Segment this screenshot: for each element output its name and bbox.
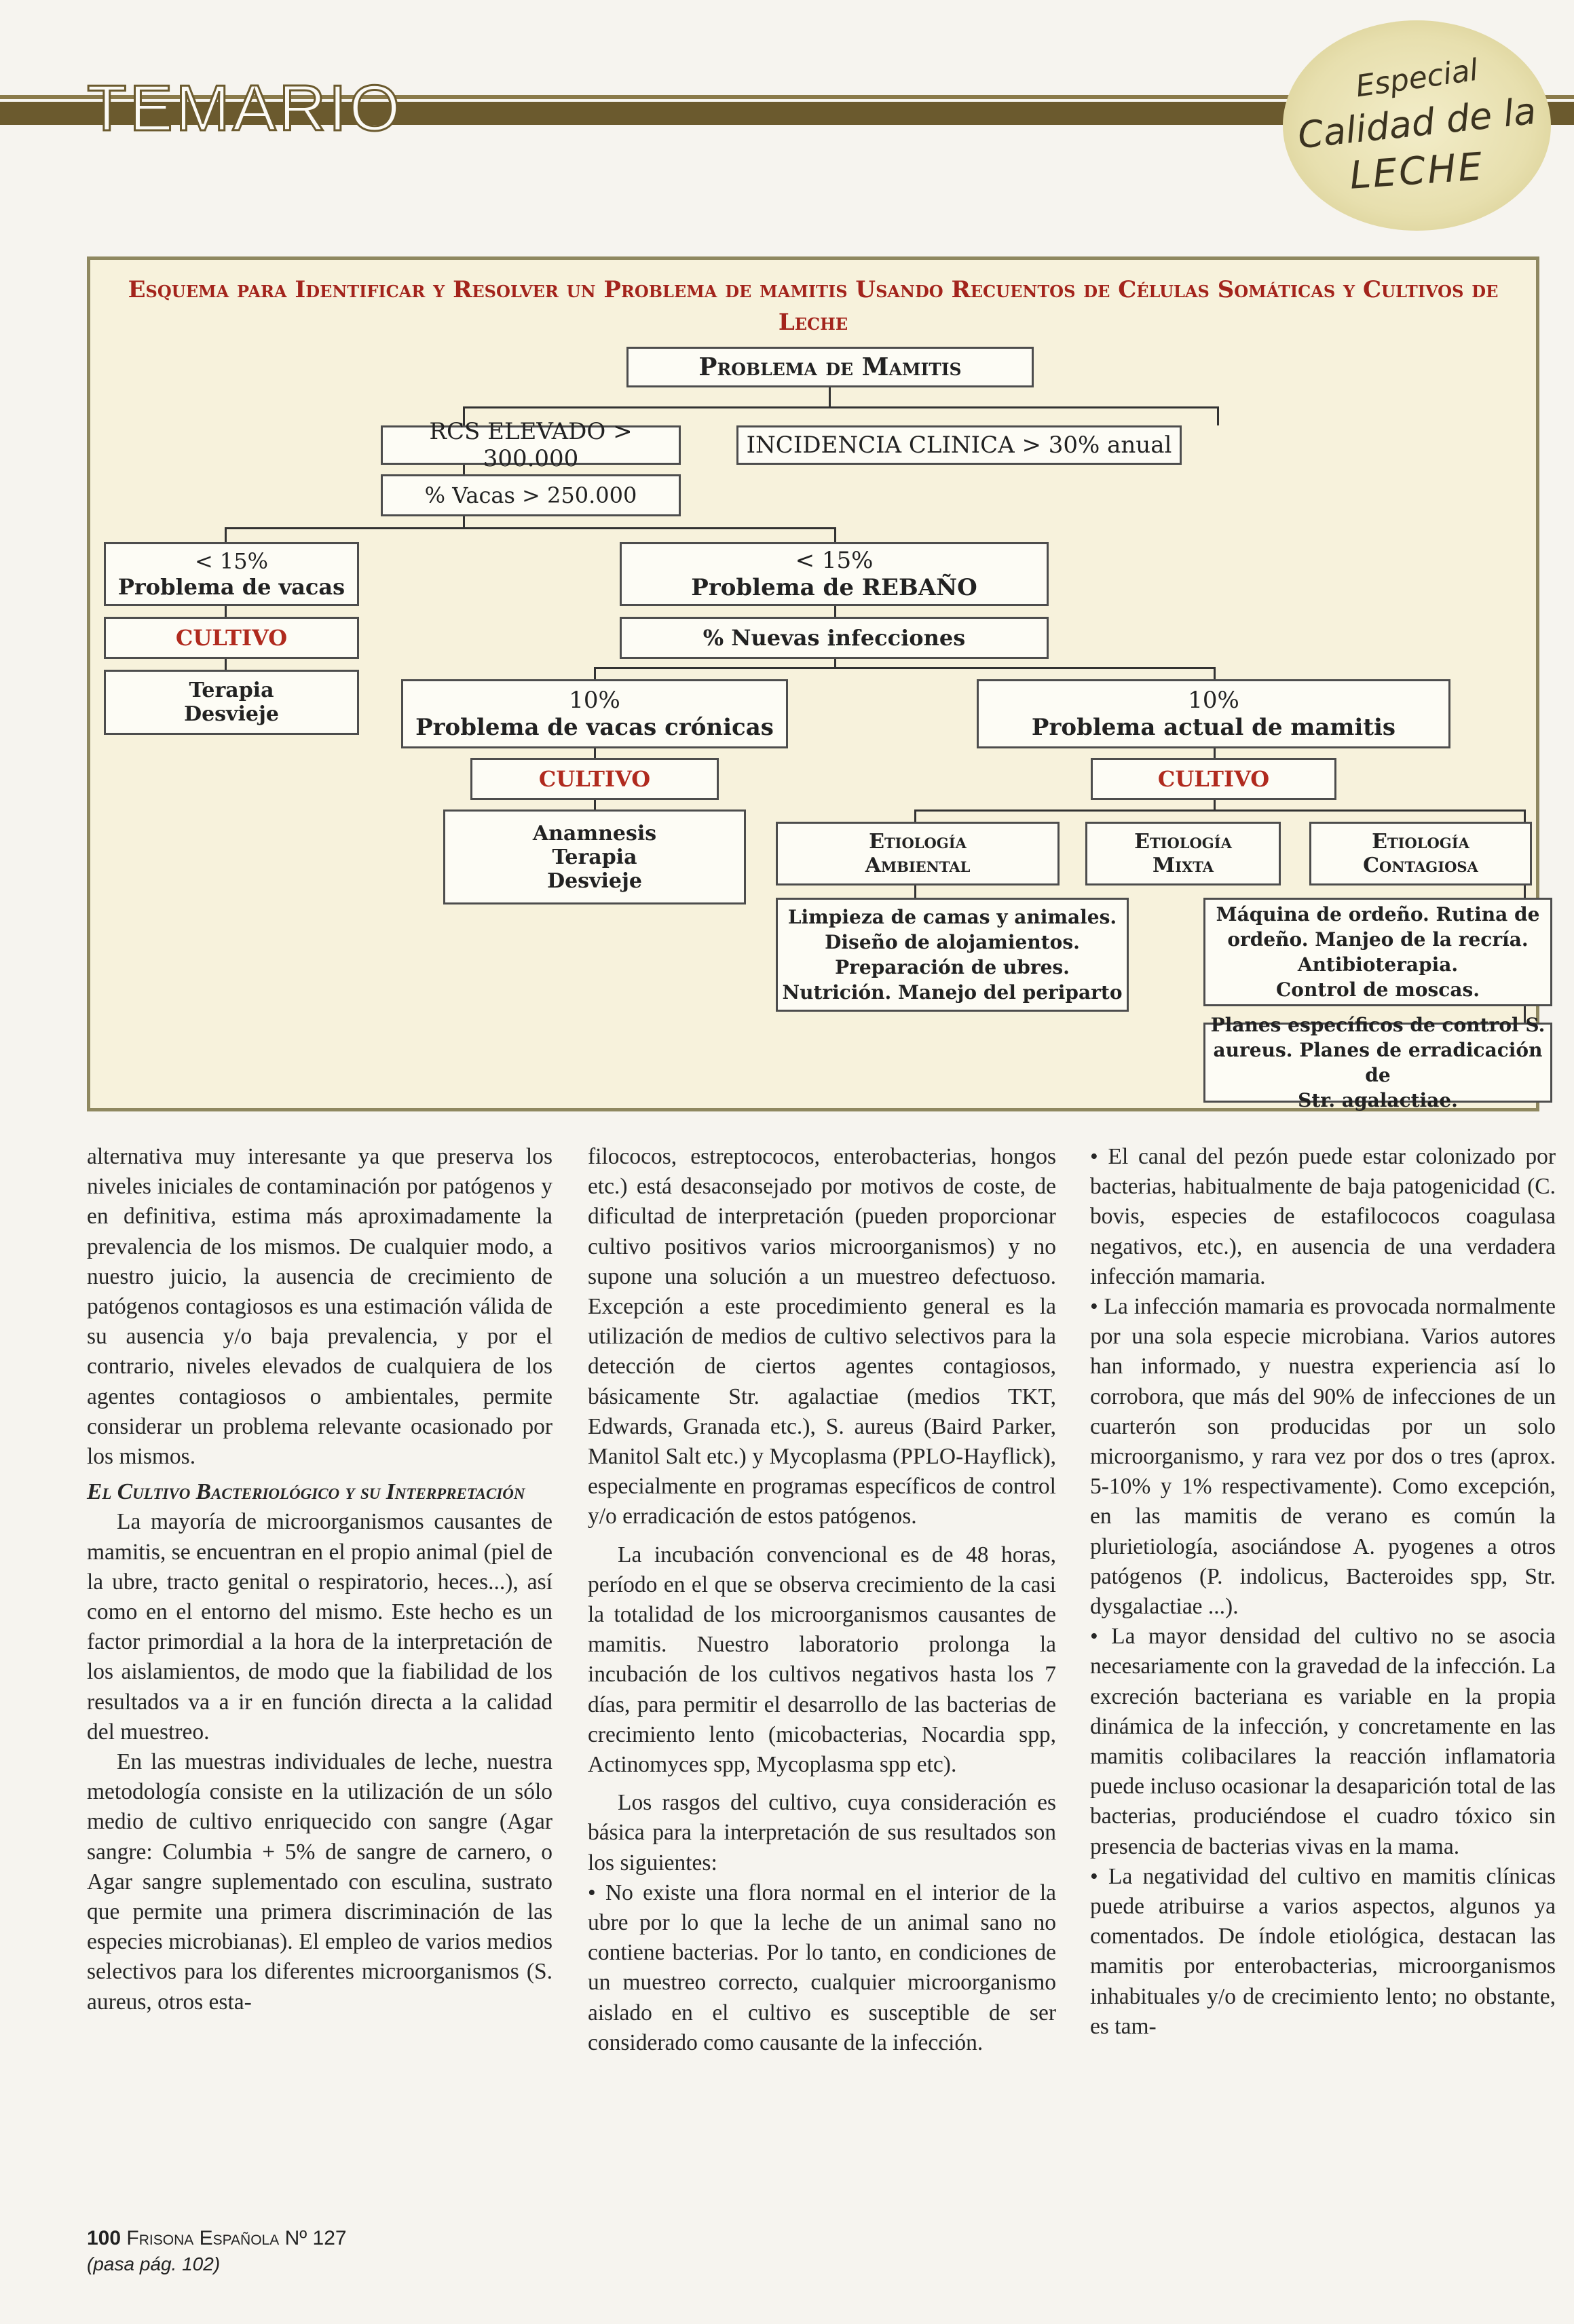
page-number: 100 bbox=[87, 2227, 121, 2249]
box-label: CULTIVO bbox=[1157, 766, 1270, 792]
paragraph: Los rasgos del cultivo, cuya consideración es básica para la interpretación de sus resultados son los siguientes: bbox=[588, 1790, 1056, 1875]
environmental-actions-box bbox=[776, 898, 1129, 1012]
text-column-2 bbox=[588, 1142, 1056, 2058]
connector bbox=[463, 406, 1219, 408]
special-edition-stamp bbox=[1283, 20, 1551, 231]
mastitis-problem-box bbox=[626, 347, 1034, 387]
herd-problem-box bbox=[620, 542, 1049, 606]
action-line: Desvieje bbox=[547, 869, 642, 893]
box-label: Etiología bbox=[1372, 830, 1469, 854]
diagram-title: Esquema para Identificar y Resolver un Problema de mamitis Usando Recuentos de Células Somáticas y Cultivos de Leche bbox=[128, 276, 1499, 336]
box-label: % Nuevas infecciones bbox=[702, 625, 966, 651]
contagious-etiology-box bbox=[1309, 822, 1532, 885]
box-pct: < 15% bbox=[194, 548, 269, 574]
box-label: Problema de vacas crónicas bbox=[415, 714, 774, 741]
box-pct: < 15% bbox=[795, 547, 874, 574]
cows-pct-box bbox=[381, 474, 681, 516]
clinical-incidence-box bbox=[736, 425, 1182, 465]
connector bbox=[914, 809, 1525, 812]
connector bbox=[1524, 885, 1526, 898]
connector bbox=[225, 606, 227, 617]
box-label: Contagiosa bbox=[1363, 854, 1478, 877]
stamp-line-3: LECHE bbox=[1348, 145, 1486, 198]
box-label: INCIDENCIA CLINICA > 30% anual bbox=[746, 432, 1172, 459]
connector bbox=[834, 527, 836, 542]
current-problem-box bbox=[977, 679, 1450, 748]
connector bbox=[1524, 809, 1526, 822]
connector bbox=[594, 667, 1216, 669]
box-label: CULTIVO bbox=[175, 625, 288, 651]
box-pct: 10% bbox=[1188, 687, 1239, 714]
cow-culture-box bbox=[104, 617, 359, 659]
action-line: Preparación de ubres. bbox=[835, 956, 1070, 978]
new-infections-box bbox=[620, 617, 1049, 659]
text-column-1 bbox=[87, 1142, 552, 2017]
environmental-etiology-box bbox=[776, 822, 1060, 885]
action-line: Máquina de ordeño. Rutina de bbox=[1216, 903, 1540, 926]
box-label: CULTIVO bbox=[538, 766, 651, 792]
action-line: Str. agalactiae. bbox=[1298, 1089, 1458, 1111]
action-line: ordeño. Manjeo de la recría. bbox=[1227, 928, 1529, 951]
bullet-item: • La infección mamaria es provocada normalmente por una sola especie microbiana. Varios autores han informado, y nuestra experiencia así lo corrobora, que más del 90% de infecciones de un cuarterón son producidas por un solo microorganismo, y rara vez por dos o tres (aprox. 5-10% y 1% respectivamente). Como excepción, en las mamitis de verano es común la plurietiología, asociándose A. pyogenes a otros patógenos (P. indolicus, Bacteroides spp, Str. dysgalactiae ...). bbox=[1090, 1294, 1556, 1620]
connector bbox=[225, 659, 227, 670]
connector bbox=[914, 809, 916, 822]
high-scc-box bbox=[381, 418, 681, 472]
action-line: Anamnesis bbox=[532, 821, 657, 845]
chronic-problem-box bbox=[401, 679, 788, 748]
page-footer bbox=[87, 2226, 347, 2277]
paragraph: La incubación convencional es de 48 horas, período en el que se observa crecimiento de la casi la totalidad de los microorganismos causantes de mamitis. Nuestro laboratorio prolonga la incubación de los cultivos negativos hasta los 7 días, para permitir el desarrollo de las bacterias de crecimiento lento (micobacterias, Nocardia spp, Actinomyces spp, Mycoplasma spp etc). bbox=[588, 1542, 1056, 1778]
chronic-actions-box bbox=[443, 809, 746, 904]
text-column-3 bbox=[1090, 1142, 1556, 2042]
box-label: Etiología bbox=[869, 830, 967, 854]
box-label: Problema actual de mamitis bbox=[1031, 714, 1396, 741]
action-line: Diseño de alojamientos. bbox=[825, 931, 1080, 953]
action-line: Limpieza de camas y animales. bbox=[787, 906, 1117, 928]
section-title: TEMARIO bbox=[87, 72, 403, 145]
magazine-issue: Frisona Española Nº 127 bbox=[126, 2227, 347, 2249]
action-line: Control de moscas. bbox=[1276, 978, 1480, 1001]
bullet-item: • No existe una flora normal en el interior de la ubre por lo que la leche de un animal sano no contiene bacterias. Por lo tanto, en condiciones de un muestreo correcto, cualquier microorganismo aislado en el cultivo es susceptible de ser considerado como causante de la infección. bbox=[588, 1880, 1056, 2055]
action-line: aureus. Planes de erradicación de bbox=[1213, 1039, 1543, 1086]
chronic-culture-box bbox=[470, 758, 719, 800]
connector bbox=[834, 606, 836, 617]
control-plans-box bbox=[1203, 1014, 1552, 1111]
box-label: Problema de vacas bbox=[117, 574, 345, 600]
connector bbox=[594, 800, 596, 809]
connector bbox=[225, 527, 227, 542]
stamp-line-1: Especial bbox=[1353, 52, 1480, 104]
connector bbox=[1217, 406, 1219, 425]
paragraph: En las muestras individuales de leche, nuestra metodología consiste en la utilización de un sólo medio de cultivo enriquecido con sangre (Agar sangre: Columbia + 5% de sangre de carnero, o Agar sangre suplementado con esculina, sustrato que permite una primera discriminación de las especies microbianas). El empleo de varios medios selectivos para los diferentes microorganismos (S. aureus, otros esta- bbox=[87, 1749, 552, 2015]
connector bbox=[1214, 748, 1216, 758]
bullet-item: • El canal del pezón puede estar colonizado por bacterias, habitualmente de baja patogenicidad (C. bovis, especies de estafilococos coagulasa negativos, etc.), en ausencia de una verdadera infección mamaria. bbox=[1090, 1144, 1556, 1289]
action-line: Terapia bbox=[552, 845, 637, 869]
connector bbox=[914, 885, 916, 898]
mastitis-flow-diagram bbox=[87, 256, 1545, 1111]
current-culture-box bbox=[1091, 758, 1336, 800]
connector bbox=[829, 387, 831, 408]
box-pct: 10% bbox=[569, 687, 620, 714]
paragraph: filococos, estreptococos, enterobacterias, hongos etc.) está desaconsejado por motivos de coste, de dificultad de interpretación (pueden proporcionar cultivo positivos varios microorganismos) y no supone una solución a un muestreo defectuoso. Excepción a este procedimiento general es la utilización de medios de cultivo selectivos para la detección de ciertos agentes contagiosos, básicamente Str. agalactiae (medios TKT, Edwards, Granada etc.), S. aureus (Baird Parker, Manitol Salt etc.) y Mycoplasma (PPLO-Hayflick), especialmente en programas específicos de control y/o erradicación de estos patógenos. bbox=[588, 1144, 1056, 1529]
connector bbox=[1214, 667, 1216, 679]
mixed-etiology-box bbox=[1085, 822, 1281, 885]
cow-problem-box bbox=[104, 542, 359, 606]
connector bbox=[594, 748, 596, 758]
action-line: Terapia bbox=[189, 679, 274, 702]
box-label: Mixta bbox=[1152, 854, 1214, 877]
section-heading: El Cultivo Bacteriológico y su Interpretación bbox=[87, 1479, 525, 1505]
box-label: RCS ELEVADO > 300.000 bbox=[429, 418, 633, 472]
box-label: Ambiental bbox=[865, 854, 971, 877]
action-line: Desvieje bbox=[184, 702, 279, 726]
action-line: Nutrición. Manejo del periparto bbox=[782, 981, 1123, 1004]
action-line: Antibioterapia. bbox=[1297, 953, 1459, 976]
bullet-item: • La mayor densidad del cultivo no se asocia necesariamente con la gravedad de la infección. La excreción bacteriana es variable en la propia dinámica de la infección, y concretamente en las mamitis colibacilares la reacción inflamatoria puede incluso ocasionar la desaparición total de las bacterias, produciéndose el cuadro tóxico sin presencia de bacterias vivas en la mama. bbox=[1090, 1624, 1556, 1859]
contagious-actions-box bbox=[1203, 898, 1552, 1006]
stamp-line-2: Calidad de la bbox=[1295, 89, 1539, 157]
paragraph: alternativa muy interesante ya que preserva los niveles iniciales de contaminación por patógenos y en definitiva, estima más aproximadamente la prevalencia de los mismos. De cualquier modo, a nuestro juicio, la ausencia de crecimiento de patógenos contagiosos es una estimación válida de su ausencia y/o baja prevalencia, y por el contrario, niveles elevados de cualquiera de los agentes contagiosos o ambientales, permite considerar un problema relevante ocasionado por los mismos. bbox=[87, 1144, 552, 1470]
box-label: Problema de REBAÑO bbox=[691, 574, 977, 601]
paragraph: La mayoría de microorganismos causantes de mamitis, se encuentran en el propio animal (piel de la ubre, tracto genital o respiratorio, heces...), así como en el entorno del mismo. Este hecho es un factor primordial a la hora de la interpretación de los aislamientos, de modo que la fiabilidad de los resultados va a ir en función directa a la calidad del muestreo. bbox=[87, 1509, 552, 1745]
connector bbox=[225, 527, 836, 529]
box-label: Etiología bbox=[1134, 830, 1232, 854]
cow-actions-box bbox=[104, 670, 359, 735]
continued-note: (pasa pág. 102) bbox=[87, 2253, 221, 2274]
box-label: Problema de Mamitis bbox=[698, 353, 962, 381]
bullet-item: • La negatividad del cultivo en mamitis clínicas puede atribuirse a varios aspectos, algunos ya comentados. De índole etiológica, destacan las mamitis por enterobacterias, microorganismos inhabituales y/o de crecimiento lento; no obstante, es tam- bbox=[1090, 1863, 1556, 2039]
connector bbox=[594, 667, 596, 679]
action-line: Planes específicos de control S. bbox=[1210, 1014, 1545, 1036]
box-label: % Vacas > 250.000 bbox=[424, 482, 637, 508]
